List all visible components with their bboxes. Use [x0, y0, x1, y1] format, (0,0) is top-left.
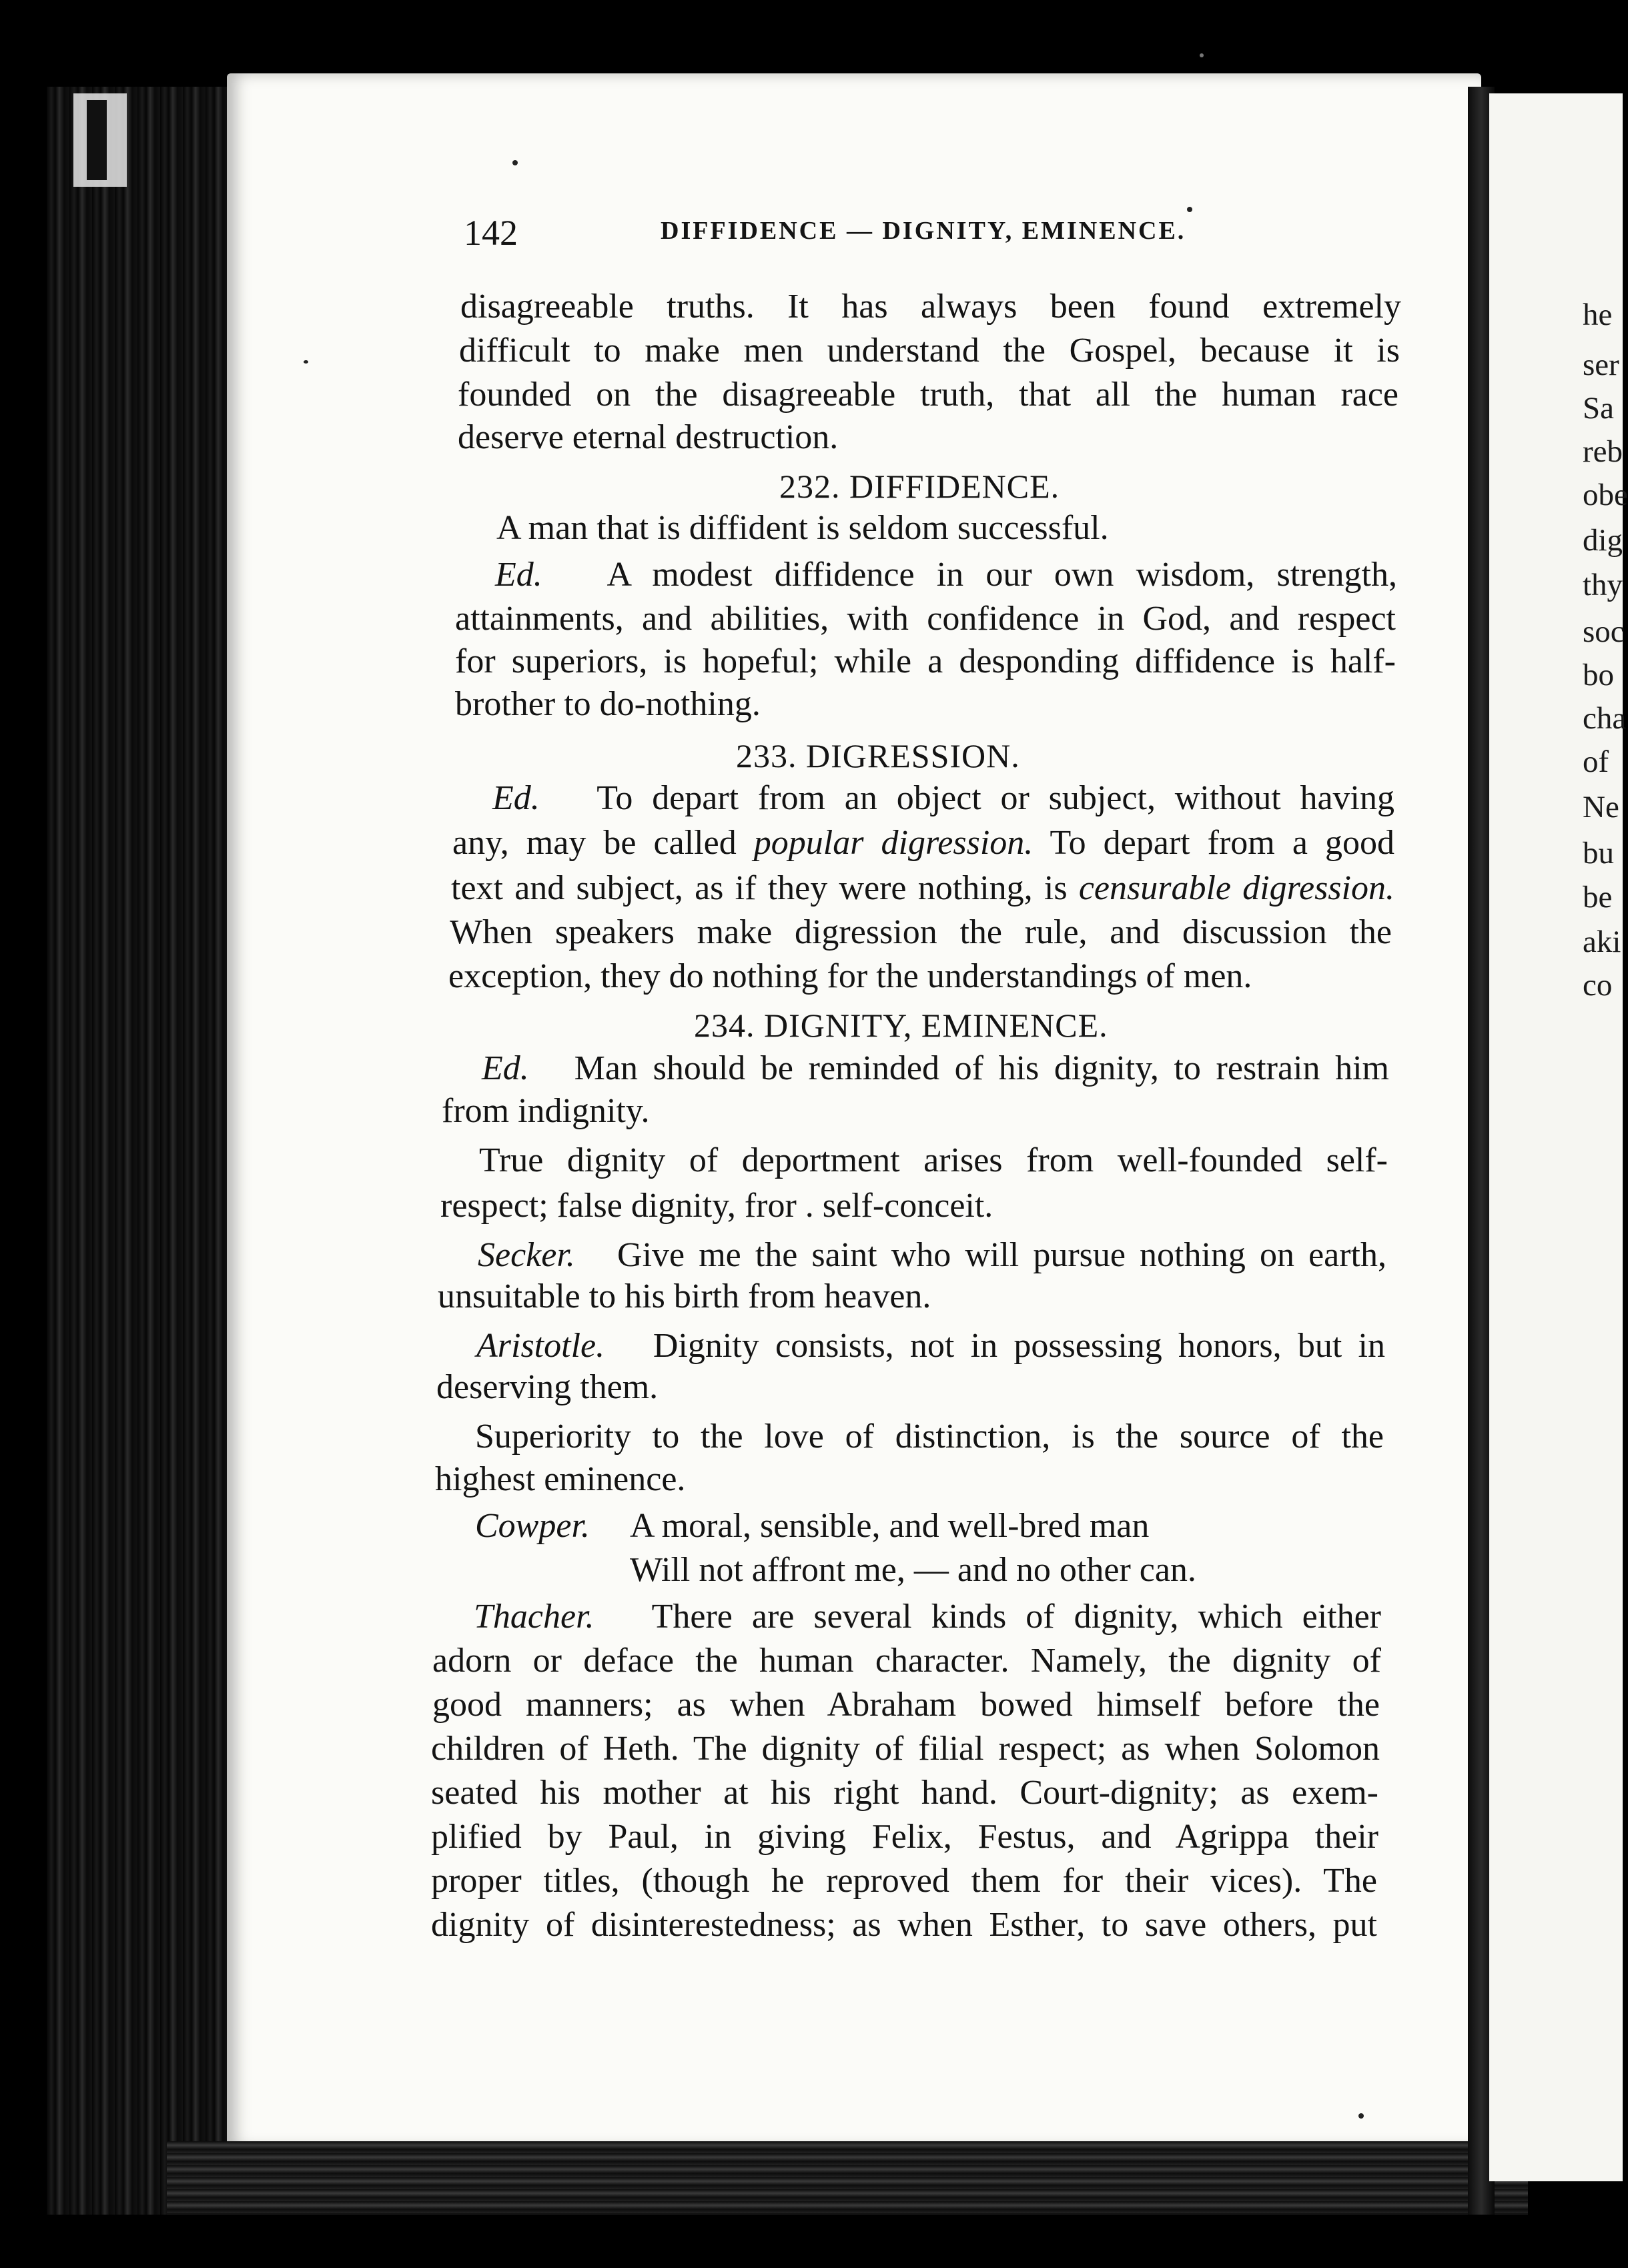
text-line: good manners; as when Abraham bowed himself before the [432, 1686, 1380, 1724]
text-line: deserving them. [436, 1368, 659, 1406]
scan-speck [1187, 207, 1192, 212]
text-line: children of Heth. The dignity of filial respect; as when Solomon [431, 1730, 1380, 1768]
speaker-label: Thacher. [474, 1598, 594, 1636]
text-line: highest eminence. [435, 1460, 686, 1498]
scan-speck [1358, 2113, 1364, 2119]
text-line: disagreeable truths. It has always been found extremely [460, 288, 1401, 326]
text-line: A man that is diffident is seldom successful. [496, 509, 1109, 547]
text-span: Dignity consists, not in possessing honors, but in [653, 1327, 1385, 1365]
text-line: for superiors, is hopeful; while a desponding diffidence is half- [455, 642, 1396, 680]
scan-speck [1200, 53, 1204, 57]
text-span: Give me the saint who will pursue nothing on earth, [617, 1236, 1387, 1274]
section-heading: 232. DIFFIDENCE. [779, 468, 1060, 505]
text-line [451, 867, 1394, 910]
text-line: Superiority to the love of distinction, is the source of the [475, 1418, 1384, 1456]
running-head [464, 212, 1186, 253]
text-span: To depart from a good [1033, 824, 1395, 862]
text-line: difficult to make men understand the Gospel, because it is [459, 332, 1400, 370]
text-line: exception, they do nothing for the understandings of men. [448, 957, 1252, 995]
text-span: text and subject, as if they were nothing, is [451, 869, 1079, 907]
page-number: 142 [464, 213, 518, 253]
text-line: seated his mother at his right hand. Court-dignity; as exem- [431, 1774, 1378, 1812]
text-line: from indignity. [442, 1092, 650, 1130]
speaker-label: Ed. [492, 779, 540, 817]
text-line [474, 1596, 1381, 1638]
text-line: proper titles, (though he reproved them for their vices). The [431, 1862, 1377, 1900]
text-line: respect; false dignity, fror . self-conceit. [440, 1187, 993, 1225]
scan-speck [512, 160, 518, 165]
facing-page-fragment: bo [1583, 658, 1614, 692]
facing-page-fragment: of [1583, 744, 1609, 779]
text-line: brother to do-nothing. [455, 685, 761, 723]
text-span: There are several kinds of dignity, which either [651, 1598, 1381, 1636]
text-span: To depart from an object or subject, without having [596, 779, 1394, 817]
facing-page-fragment: dig [1583, 523, 1623, 558]
text-line [475, 1505, 590, 1548]
facing-page-fragment: co [1583, 968, 1613, 1003]
text-line: attainments, and abilities, with confidence in God, and respect [455, 600, 1396, 638]
running-head-title: DIFFIDENCE — DIGNITY, EMINENCE. [661, 217, 1186, 245]
speaker-label: Ed. [482, 1049, 529, 1087]
text-line: adorn or deface the human character. Namely, the dignity of [432, 1642, 1381, 1680]
verse-line: Will not affront me, — and no other can. [630, 1551, 1196, 1589]
verse-line: A moral, sensible, and well-bred man [630, 1507, 1150, 1545]
text-line: True dignity of deportment arises from well-founded self- [479, 1141, 1388, 1179]
page-bottom-edge [167, 2141, 1528, 2215]
speaker-label: Aristotle. [476, 1327, 605, 1365]
spine-label-shadow [87, 100, 107, 180]
text-line [492, 777, 1394, 820]
text-span: A modest diffidence in our own wisdom, strength, [606, 556, 1397, 594]
text-line: unsuitable to his birth from heaven. [438, 1277, 931, 1315]
text-line [452, 822, 1394, 865]
facing-page-fragment: aki [1583, 925, 1621, 959]
book-spine [47, 87, 247, 2215]
text-line: plified by Paul, in giving Felix, Festus, and Agrippa their [431, 1818, 1378, 1856]
italic-term: censurable digression. [1078, 869, 1394, 907]
scan-speck [304, 360, 308, 364]
facing-page-fragment: Ne [1583, 790, 1619, 824]
text-line [495, 554, 1397, 596]
section-heading: 233. DIGRESSION. [736, 737, 1020, 774]
text-span: any, may be called [452, 824, 754, 862]
facing-page-fragment: cha [1583, 701, 1627, 736]
speaker-label: Cowper. [475, 1507, 590, 1545]
text-line: dignity of disinterestedness; as when Esther, to save others, put [431, 1906, 1377, 1944]
text-line [482, 1047, 1389, 1090]
facing-page-fragment: ser [1583, 348, 1619, 382]
section-heading: 234. DIGNITY, EMINENCE. [694, 1007, 1108, 1044]
text-line [476, 1325, 1385, 1367]
facing-page-fragment: Sa [1583, 391, 1614, 426]
speaker-label: Ed. [495, 556, 542, 594]
facing-page-fragment: be [1583, 880, 1613, 915]
text-line: founded on the disagreeable truth, that all the human race [458, 376, 1398, 414]
facing-page-fragment: bu [1583, 836, 1614, 871]
italic-term: popular digression. [753, 824, 1034, 862]
text-span: Man should be reminded of his dignity, to restrain him [574, 1049, 1389, 1087]
text-line: When speakers make digression the rule, and discussion the [450, 913, 1392, 951]
facing-page-fragment: thy [1583, 568, 1623, 602]
facing-page-fragment: soc [1583, 614, 1625, 649]
facing-page-fragment: reb [1583, 434, 1623, 469]
text-line: deserve eternal destruction. [458, 418, 839, 456]
speaker-label: Secker. [478, 1236, 575, 1274]
facing-page-fragment: obe [1583, 478, 1628, 512]
facing-page-fragment: he [1583, 298, 1613, 332]
text-line [478, 1234, 1386, 1277]
